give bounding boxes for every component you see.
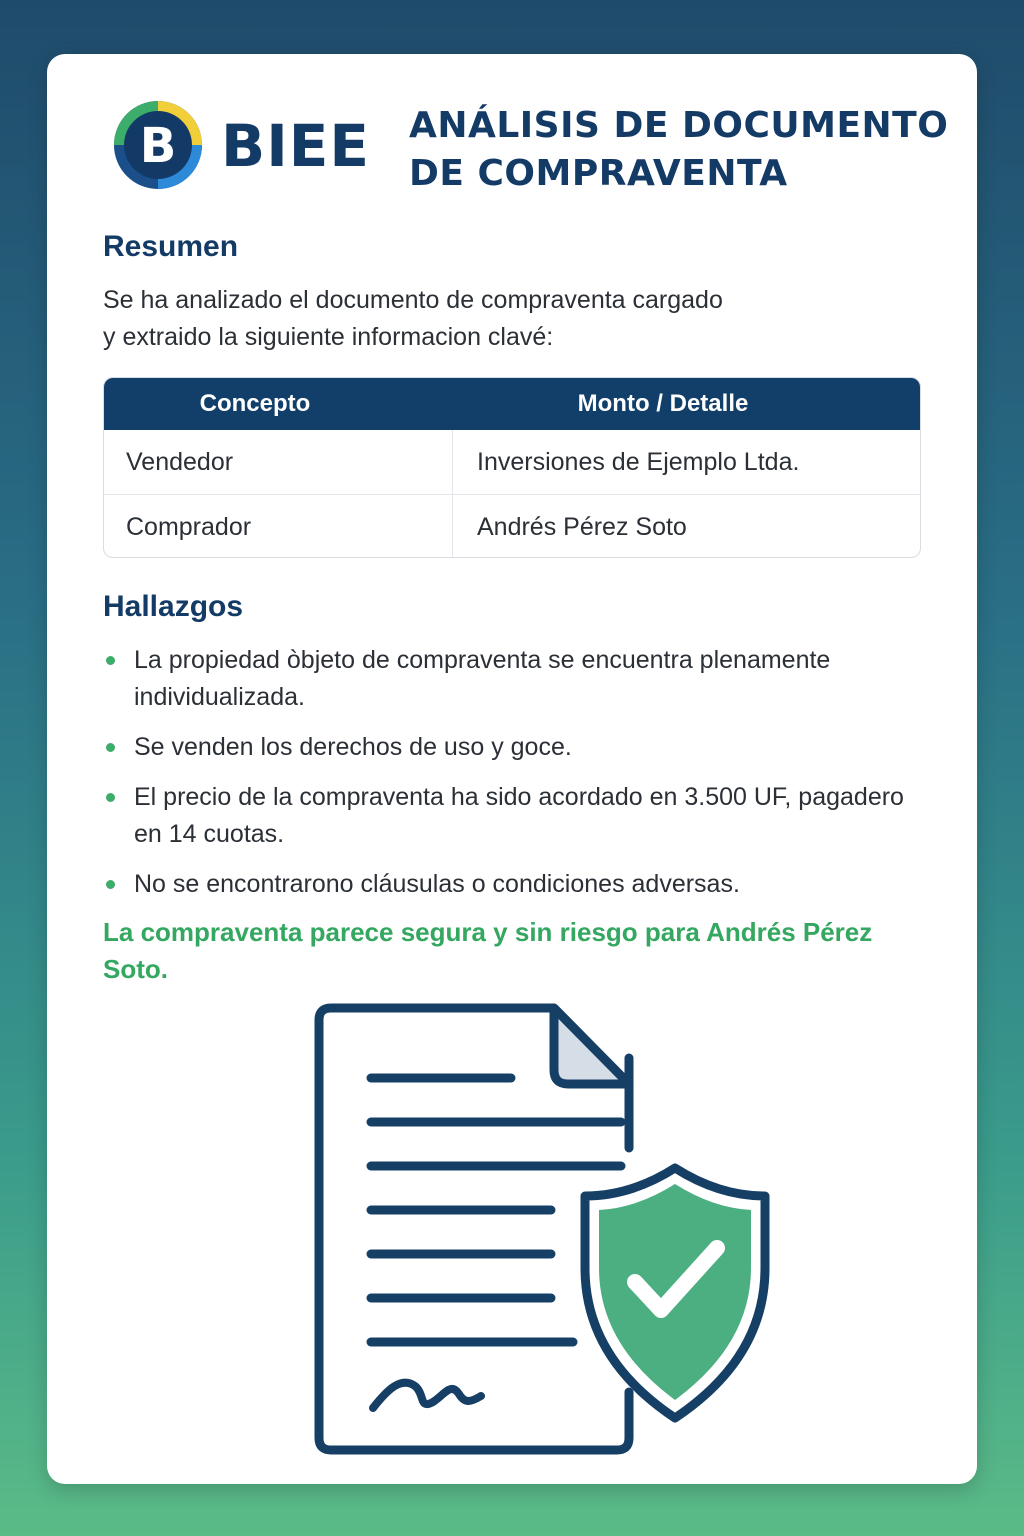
brand-name: BIEE xyxy=(221,112,371,180)
bullet-dot-icon xyxy=(106,793,115,802)
info-table xyxy=(103,377,921,558)
finding-text: El precio de la compraventa ha sido acordado en 3.500 UF, pagadero en 14 cuotas. xyxy=(134,783,904,848)
table-cell-detalle: Andrés Pérez Soto xyxy=(477,513,687,541)
biee-logo-icon xyxy=(113,100,203,190)
report-card xyxy=(47,54,977,1484)
bullet-dot-icon xyxy=(106,656,115,665)
bullet-dot-icon xyxy=(106,880,115,889)
logo-letter: B xyxy=(139,118,177,174)
table-row xyxy=(104,430,920,494)
page-title-line1: ANÁLISIS DE DOCUMENTO xyxy=(409,105,949,146)
table-cell-detalle: Inversiones de Ejemplo Ltda. xyxy=(477,448,800,476)
table-cell-concepto: Comprador xyxy=(104,495,453,558)
hallazgos-heading: Hallazgos xyxy=(103,590,244,623)
summary-line2: y extraido la siguiente informacion clavé: xyxy=(103,323,554,351)
resumen-heading: Resumen xyxy=(103,230,239,263)
table-cell-concepto: Vendedor xyxy=(104,430,453,494)
list-item xyxy=(103,642,923,716)
column-header-monto-detalle: Monto / Detalle xyxy=(577,390,749,417)
table-row xyxy=(104,494,920,558)
findings-list xyxy=(103,642,923,916)
document-shield-check-icon xyxy=(309,998,779,1458)
bullet-dot-icon xyxy=(106,743,115,752)
conclusion-text: La compraventa parece segura y sin riesgo para Andrés Pérez Soto. xyxy=(103,917,873,984)
header xyxy=(47,54,977,214)
finding-text: No se encontrarono cláusulas o condiciones adversas. xyxy=(134,870,740,898)
column-header-concepto: Concepto xyxy=(199,390,311,417)
list-item xyxy=(103,729,923,766)
list-item xyxy=(103,779,923,853)
finding-text: La propiedad òbjeto de compraventa se encuentra plenamente individualizada. xyxy=(134,646,831,711)
summary-text xyxy=(103,282,863,356)
page-title xyxy=(409,102,969,198)
document-fold xyxy=(554,1008,629,1084)
finding-text: Se venden los derechos de uso y goce. xyxy=(134,733,572,761)
table-header xyxy=(104,378,920,430)
page-title-line2: DE COMPRAVENTA xyxy=(409,153,788,194)
signature-scribble xyxy=(373,1383,481,1408)
summary-line1: Se ha analizado el documento de compraventa cargado xyxy=(103,286,723,314)
list-item xyxy=(103,866,923,903)
